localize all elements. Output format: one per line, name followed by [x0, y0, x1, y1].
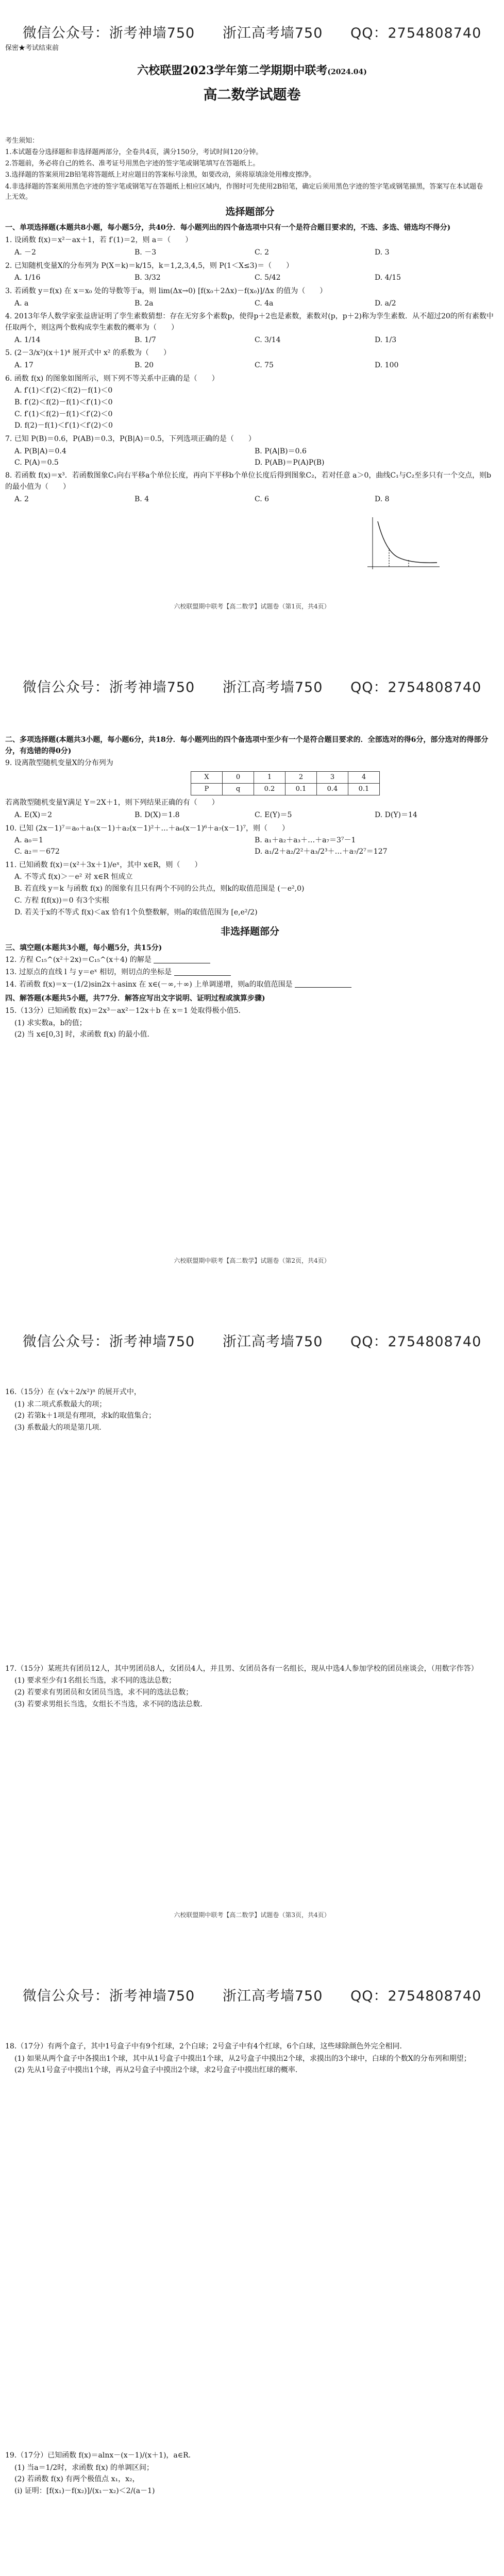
header-qq: QQ：2754808740 — [350, 1988, 482, 2004]
option: B. P(A|B)＝0.6 — [255, 447, 307, 455]
option: C. 4a — [255, 299, 274, 308]
option: A. f′(1)＜f′(2)＜f(2)－f(1)＜0 — [14, 386, 113, 395]
question-6-function-graph — [357, 515, 442, 572]
question-5-options — [14, 360, 495, 371]
option: A. a₀＝1 — [14, 836, 43, 845]
exam-title — [0, 62, 504, 79]
sub-question: (1) 如果从两个盒子中各摸出1个球，其中从1号盒子中摸出1个球，从2号盒子中摸出2个球，求摸出的3个球中，白球的个数X的分布列和期望； — [14, 2054, 471, 2063]
question-4-options — [14, 335, 495, 346]
option: C. 3/14 — [255, 335, 281, 344]
header-wechat: 微信公众号：浙考神墙750 — [22, 25, 195, 41]
sub-question: (3) 若要求男组长当选，女组长不当选，求不同的选法总数． — [14, 1700, 208, 1708]
header-site: 浙江高考墙750 — [222, 680, 323, 696]
question-2-options — [14, 273, 495, 284]
sub-question: (2) 先从1号盒子中摸出1个球，再从2号盒子中摸出2个球，求2号盒子中摸出红球的概率． — [14, 2066, 303, 2075]
option: D. P(AB)＝P(A)P(B) — [255, 458, 325, 467]
header-site: 浙江高考墙750 — [222, 1988, 323, 2004]
option: D. a₁/2＋a₂/2²＋a₃/2³＋…＋a₇/2⁷＝127 — [255, 848, 388, 856]
header-qq: QQ：2754808740 — [350, 680, 482, 696]
page-header — [0, 1986, 504, 2007]
exam-notes — [5, 135, 490, 204]
option: C. 方程 f(f(x))＝0 有3个实根 — [14, 896, 109, 905]
page-footer: 六校联盟期中联考【高二数学】试题卷（第3页，共4页） — [174, 1911, 330, 1919]
question-17: 17.（15分）某班共有团员12人，其中男团员8人，女团员4人，并且男、女团员各有一名组长，现从中选4人参加学校的团员座谈会，（用数字作答） — [5, 1664, 478, 1673]
question-3: 3. 若函数 y＝f(x) 在 x＝x₀ 处的导数等于a，则 lim(Δx→0) [f(x₀＋2Δx)－f(x₀)]/Δx 的值为（ ） — [5, 286, 327, 295]
question-16-parts — [14, 1399, 495, 1434]
question-14-text: 14. 若函数 f(x)＝x－(1/2)sin2x＋asinx 在 x∈(－∞,＋∞) 上单调递增，则a的取值范围是 — [5, 980, 293, 989]
question-13 — [5, 967, 495, 978]
option: A. 1/16 — [14, 274, 41, 282]
page-3 — [0, 1309, 504, 1950]
option: B. 2a — [135, 299, 154, 308]
option: A. E(X)＝2 — [14, 811, 53, 820]
question-3-options — [14, 298, 495, 310]
question-11: 11. 已知函数 f(x)＝(x²＋3x＋1)/eˣ，其中 x∈R，则（ ） — [5, 860, 202, 869]
sub-question: (1) 当a＝1/2时，求函数 f(x) 的单调区间； — [14, 2463, 154, 2472]
option: C. a₂＝－672 — [14, 848, 60, 856]
section-fill-in: 三、填空题(本题共3小题，每小题5分，共15分) — [5, 943, 162, 952]
answer-blank — [174, 969, 231, 976]
page-header — [0, 1331, 504, 1353]
option: D. 100 — [375, 361, 399, 369]
note-line: 1.本试题卷分选择题和非选择题两部分，全卷共4页，满分150分，考试时间120分钟。 — [5, 148, 263, 157]
table-cell: 4 — [348, 772, 380, 784]
option: C. 75 — [255, 361, 274, 369]
question-12-text: 12. 方程 C₁₅^(x²＋2x)＝C₁₅^(x＋4) 的解是 — [5, 956, 152, 964]
page-2 — [0, 654, 504, 1296]
question-9: 9. 设离散型随机变量X的分布列为 — [5, 759, 113, 768]
question-8-options — [14, 494, 495, 505]
option: D. 3 — [375, 248, 390, 257]
question-1: 1. 设函数 f(x)＝x²－ax＋1，若 f′(1)＝2，则 a＝（ ） — [5, 236, 193, 245]
exam-title-text: 六校联盟2023学年第二学期期中联考 — [137, 64, 328, 77]
section-solve: 四、解答题(本题共5小题，共77分．解答应写出文字说明、证明过程或演算步骤) — [5, 994, 265, 1003]
option: C. P(A)＝0.5 — [14, 458, 59, 467]
question-9-options — [14, 810, 495, 821]
sub-question: (2) 若第k＋1项是有理项，求k的取值集合； — [14, 1412, 156, 1420]
option: C. f′(1)＜f(2)－f(1)＜f′(2)＜0 — [14, 410, 113, 418]
sub-question: (3) 系数最大的项是第几项． — [14, 1423, 107, 1432]
option: B. a₁＋a₂＋a₃＋…＋a₇＝3⁷－1 — [255, 836, 356, 845]
page-2-content — [5, 732, 495, 1043]
sub-question: (2) 当 x∈[0,3] 时，求函数 f(x) 的最小值． — [14, 1030, 155, 1039]
page-4-content — [5, 2040, 495, 2499]
header-site: 浙江高考墙750 — [222, 25, 323, 41]
question-17-parts — [14, 1675, 495, 1710]
option: D. a/2 — [375, 299, 396, 308]
page-footer: 六校联盟期中联考【高二数学】试题卷（第2页，共4页） — [174, 1257, 330, 1265]
question-10-options — [14, 835, 495, 857]
option: A. 17 — [14, 361, 33, 369]
option: A. 2 — [14, 495, 29, 503]
question-19-parts — [14, 2463, 495, 2497]
option: D. 8 — [375, 495, 390, 503]
page-1-content — [5, 198, 495, 507]
header-wechat: 微信公众号：浙考神墙750 — [22, 1988, 195, 2004]
answer-blank — [295, 981, 351, 988]
sub-question: (i) 证明：[f(x₁)－f(x₂)]/(x₁－x₂)＜2/(a－1) — [14, 2487, 155, 2496]
note-line: 4.非选择题的答案须用黑色字迹的签字笔或钢笔写在答题纸上相应区域内，作图时可先使用2B铅笔，确定后须用黑色字迹的签字笔或钢笔描黑，答案写在本试题卷上无效。 — [5, 182, 483, 201]
table-cell: 3 — [317, 772, 348, 784]
option: B. f′(2)＜f(2)－f(1)＜f′(1)＜0 — [14, 398, 113, 407]
table-cell: q — [223, 784, 254, 795]
note-line: 3.选择题的答案须用2B铅笔将答题纸上对应题目的答案标号涂黑，如要改动，须将原填涂处用橡皮擦净。 — [5, 171, 316, 179]
option: B. －3 — [135, 248, 157, 257]
option: B. 20 — [135, 361, 154, 369]
question-5: 5. (2－3/x²)(x＋1)⁴ 展开式中 x² 的系数为（ ） — [5, 349, 171, 358]
question-11-options — [14, 872, 495, 918]
question-18: 18.（17分）有两个盒子，其中1号盒子中有9个红球，2个白球；2号盒子中有4个红球，6个白球，这些球除颜色外完全相同． — [5, 2042, 407, 2050]
part-title-non-choice: 非选择题部分 — [220, 926, 279, 938]
question-4: 4. 2013年华人数学家张益唐证明了孪生素数猜想：存在无穷多个素数p，使得p＋2也是素数，素数对(p，p＋2)称为孪生素数．从不超过20的所有素数中任取两个，则这两个数构成孪生素数的概率为（ ） — [5, 312, 494, 332]
sub-question: (1) 求二项式系数最大的项； — [14, 1400, 107, 1409]
distribution-table — [191, 771, 380, 795]
option: C. 5/42 — [255, 274, 281, 282]
sub-question: (2) 若要求有男团员和女团员当选，求不同的选法总数； — [14, 1688, 193, 1697]
note-line: 2.答题前，务必将自己的姓名、准考证号用黑色字迹的签字笔或钢笔填写在答题纸上。 — [5, 160, 260, 168]
header-wechat: 微信公众号：浙考神墙750 — [22, 680, 195, 696]
note-line: 考生须知： — [5, 137, 39, 145]
option: B. D(X)＝1.8 — [135, 811, 180, 820]
option: D. 若关于x的不等式 f(x)＜ax 恰有1个负整数解，则a的取值范围为 [e,e²/2) — [14, 908, 258, 917]
header-qq: QQ：2754808740 — [350, 1334, 482, 1350]
table-row — [191, 772, 380, 784]
part-title-choice: 选择题部分 — [225, 206, 275, 217]
option: D. D(Y)＝14 — [375, 811, 417, 820]
table-cell: 2 — [285, 772, 317, 784]
option: B. 1/7 — [135, 335, 156, 344]
exam-date: (2024.04) — [327, 68, 367, 76]
sub-question: (1) 求实数a，b的值； — [14, 1019, 87, 1027]
answer-space — [5, 1436, 495, 1663]
question-6: 6. 函数 f(x) 的图象如图所示，则下列不等关系中正确的是（ ） — [5, 374, 219, 383]
table-cell: 0 — [223, 772, 254, 784]
option: A. 1/14 — [14, 335, 41, 344]
table-cell: 0.2 — [254, 784, 285, 795]
question-6-options — [14, 385, 495, 432]
question-16: 16.（15分）在 (√x＋2/x²)ⁿ 的展开式中， — [5, 1388, 141, 1396]
option: A. a — [14, 299, 29, 308]
option: D. 1/3 — [375, 335, 397, 344]
exam-subtitle: 高二数学试题卷 — [203, 87, 301, 103]
secret-label: 保密★考试结束前 — [5, 44, 59, 52]
section-single-choice: 一、单项选择题(本题共8小题，每小题5分，共40分．每小题列出的四个备选项中只有一个是符合题目要求的，不选、多选、错选均不得分) — [5, 224, 451, 232]
table-cell: P — [191, 784, 223, 795]
question-15: 15.（13分）已知函数 f(x)＝2x³－ax²－12x＋b 在 x＝1 处取得极小值5． — [5, 1007, 246, 1015]
page-1 — [0, 0, 504, 641]
question-12 — [5, 955, 495, 966]
option: A. －2 — [14, 248, 36, 257]
sub-question: (1) 要求至少有1名组长当选，求不同的选法总数； — [14, 1676, 176, 1685]
page-header — [0, 677, 504, 699]
option: D. 4/15 — [375, 274, 401, 282]
option: B. 3/32 — [135, 274, 161, 282]
page-4 — [0, 1963, 504, 2576]
question-14 — [5, 979, 495, 991]
question-10: 10. 已知 (2x－1)⁷＝a₀＋a₁(x－1)＋a₂(x－1)²＋…＋a₆(x－1)⁶＋a₇(x－1)⁷，则（ ） — [5, 824, 289, 833]
table-cell: 1 — [254, 772, 285, 784]
page-footer: 六校联盟期中联考【高二数学】试题卷（第1页，共4页） — [174, 603, 330, 611]
option: A. 不等式 f(x)＞－e² 对 x∈R 恒成立 — [14, 873, 133, 882]
option: C. 6 — [255, 495, 270, 503]
table-cell: 0.4 — [317, 784, 348, 795]
option: C. 2 — [255, 248, 270, 257]
page-3-content — [5, 1386, 495, 1713]
page-header — [0, 23, 504, 44]
sub-question: (2) 若函数 f(x) 有两个极值点 x₁，x₂， — [14, 2475, 140, 2484]
question-18-parts — [14, 2054, 495, 2076]
table-cell: X — [191, 772, 223, 784]
header-qq: QQ：2754808740 — [350, 25, 482, 41]
question-7: 7. 已知 P(B)＝0.6，P(AB)＝0.3，P(B|A)＝0.5，下列选项正确的是（ ） — [5, 435, 256, 444]
header-site: 浙江高考墙750 — [222, 1334, 323, 1350]
option: B. 若直线 y＝k 与函数 f(x) 的图象有且只有两个不同的公共点，则k的取值范围是 (－e²,0) — [14, 885, 305, 893]
question-15-parts — [14, 1018, 495, 1041]
question-2: 2. 已知随机变量X的分布列为 P(X＝k)＝k/15，k＝1,2,3,4,5，则 P(1＜X≤3)＝（ ） — [5, 261, 294, 270]
question-7-options — [14, 446, 495, 468]
function-curve — [378, 521, 437, 563]
question-8: 8. 若函数 f(x)＝x³．若函数图象C₁向右平移a个单位长度，再向下平移b个单位长度后得到图象C₂，若对任意 a＞0，曲线C₁与C₂至多只有一个交点，则b的最小值为（ ） — [5, 471, 492, 491]
option: C. E(Y)＝5 — [255, 811, 292, 820]
question-13-text: 13. 过原点的直线 l 与 y＝eˣ 相切，则切点的坐标是 — [5, 968, 172, 977]
table-cell: 0.1 — [285, 784, 317, 795]
answer-blank — [154, 957, 210, 963]
question-9-continued: 若离散型随机变量Y满足 Y＝2X＋1，则下列结果正确的有（ ） — [5, 799, 219, 807]
option: D. f(2)－f(1)＜f′(1)＜f′(2)＜0 — [14, 421, 113, 430]
answer-space — [5, 2078, 495, 2449]
option: B. 4 — [135, 495, 149, 503]
table-row — [191, 784, 380, 795]
question-19: 19.（17分）已知函数 f(x)＝alnx－(x－1)/(x＋1)，a∈R． — [5, 2451, 196, 2460]
header-wechat: 微信公众号：浙考神墙750 — [22, 1334, 195, 1350]
question-1-options — [14, 247, 495, 259]
section-multi-choice: 二、多项选择题(本题共3小题，每小题6分，共18分．每小题列出的四个备选项中至少有一个是符合题目要求的．全部选对的得6分，部分选对的得部分分，有选错的得0分) — [5, 736, 489, 755]
option: A. P(B|A)＝0.4 — [14, 447, 66, 455]
table-cell: 0.1 — [348, 784, 380, 795]
